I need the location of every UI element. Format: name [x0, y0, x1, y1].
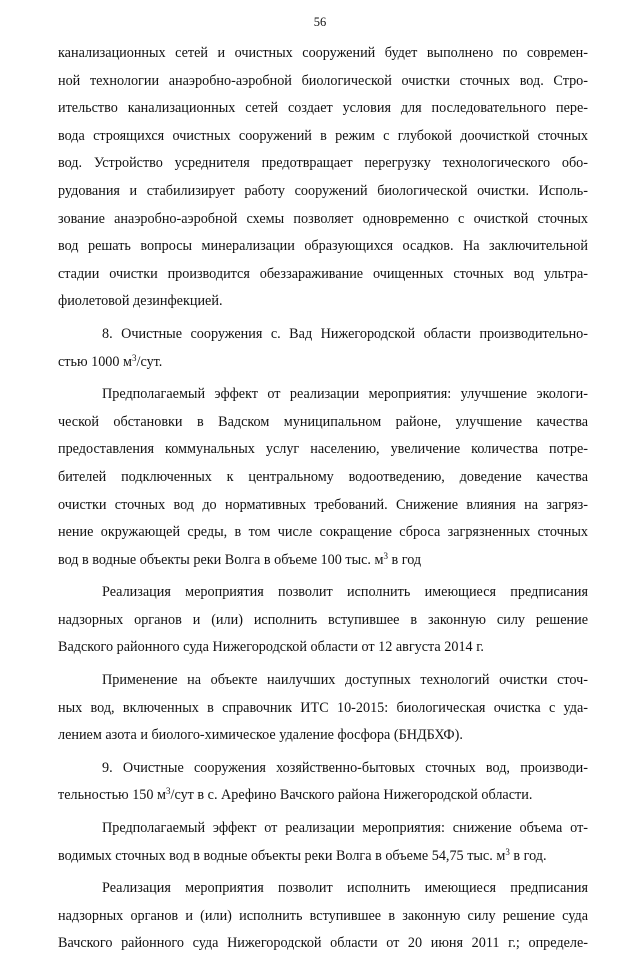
text-fragment: вод в водные объекты реки Волга в объеме 100 тыс. м: [58, 551, 384, 568]
superscript: 3: [166, 786, 171, 797]
text-line: Реализация мероприятия позволит исполнить имеющиеся предписания: [102, 880, 588, 897]
text-fragment: тельностью 150 м: [58, 787, 167, 804]
text-line: Применение на объекте наилучших доступных технологий очистки сточ-: [102, 672, 588, 689]
text-line: Реализация мероприятия позволит исполнить имеющиеся предписания: [102, 584, 588, 601]
text-line: [58, 782, 588, 810]
text-line: ных вод, включенных в справочник ИТС 10-2015: биологическая очистка с уда-: [58, 699, 588, 716]
paragraph-court-decision-vacha: [58, 875, 588, 958]
text-line: [58, 349, 588, 377]
text-line: Предполагаемый эффект от реализации мероприятия: снижение объема от-: [102, 820, 588, 837]
superscript: 3: [505, 846, 510, 857]
text-line: вод решать вопросы минерализации образующихся осадков. На заключительной: [58, 238, 588, 255]
paragraph-court-decision-vad: [58, 579, 588, 662]
text-line: очистки сточных вод до нормативных требований. Снижение влияния на загряз-: [58, 496, 588, 513]
text-line: Предполагаемый эффект от реализации мероприятия: улучшение экологи-: [102, 386, 588, 403]
text-line: ной технологии анаэробно-аэробной биологической очистки сточных вод. Стро-: [58, 72, 588, 89]
text-line: Вадского районного суда Нижегородской области от 12 августа 2014 г.: [58, 639, 484, 656]
text-line: [58, 547, 588, 575]
text-line: [58, 843, 588, 871]
document-body: [58, 40, 588, 958]
text-line: надзорных органов и (или) исполнить вступившее в законную силу решение суда: [58, 907, 588, 924]
paragraph-best-technologies: [58, 667, 588, 750]
text-line: рудования и стабилизирует работу сооружений биологической очистки. Исполь-: [58, 182, 588, 199]
text-line: предоставления коммунальных услуг населению, увеличение количества потре-: [58, 441, 588, 458]
paragraph-treatment-technology: [58, 40, 588, 316]
text-line: 8. Очистные сооружения с. Вад Нижегородской области производительно-: [102, 325, 588, 342]
text-fragment: водимых сточных вод в водные объекты реки Волга в объеме 54,75 тыс. м: [58, 847, 506, 864]
paragraph-expected-effect-arefino: [58, 815, 588, 870]
superscript: 3: [132, 352, 137, 363]
text-fragment: /сут.: [136, 353, 163, 370]
text-line: бителей подключенных к центральному водоотведению, доведение качества: [58, 468, 588, 485]
text-line: надзорных органов и (или) исполнить вступившее в законную силу решение: [58, 611, 588, 628]
text-fragment: в год: [387, 551, 422, 568]
text-line: ительство канализационных сетей создает условия для последовательного пере-: [58, 100, 588, 117]
text-line: 9. Очистные сооружения хозяйственно-бытовых сточных вод, производи-: [102, 759, 588, 776]
text-line: нение окружающей среды, в том числе сокращение сброса загрязненных сточных: [58, 524, 588, 541]
page-number: 56: [313, 15, 327, 29]
text-fragment: стью 1000 м: [58, 353, 133, 370]
paragraph-item-8: [58, 321, 588, 376]
text-fragment: в год.: [509, 847, 547, 864]
text-line: лением азота и биолого-химическое удаление фосфора (БНДБХФ).: [58, 727, 463, 744]
text-line: ческой обстановки в Вадском муниципальном районе, улучшение качества: [58, 413, 588, 430]
text-fragment: /сут в с. Арефино Вачского района Нижегородской области.: [170, 787, 533, 804]
text-line: Вачского районного суда Нижегородской области от 20 июня 2011 г.; определе-: [58, 935, 588, 952]
text-line: стадии очистки производится обеззараживание очищенных сточных вод ультра-: [58, 265, 588, 282]
paragraph-item-9: [58, 755, 588, 810]
text-line: вод. Устройство усреднителя предотвращает перегрузку технологического обо-: [58, 155, 588, 172]
paragraph-expected-effect-vad: [58, 381, 588, 574]
superscript: 3: [383, 550, 388, 561]
text-line: вода строящихся очистных сооружений в режим с глубокой доочисткой сточных: [58, 127, 588, 144]
text-line: канализационных сетей и очистных сооружений будет выполнено по современ-: [58, 45, 588, 61]
text-line: фиолетовой дезинфекцией.: [58, 293, 223, 310]
text-line: зование анаэробно-аэробной схемы позволяет одновременно с очисткой сточных: [58, 210, 588, 227]
